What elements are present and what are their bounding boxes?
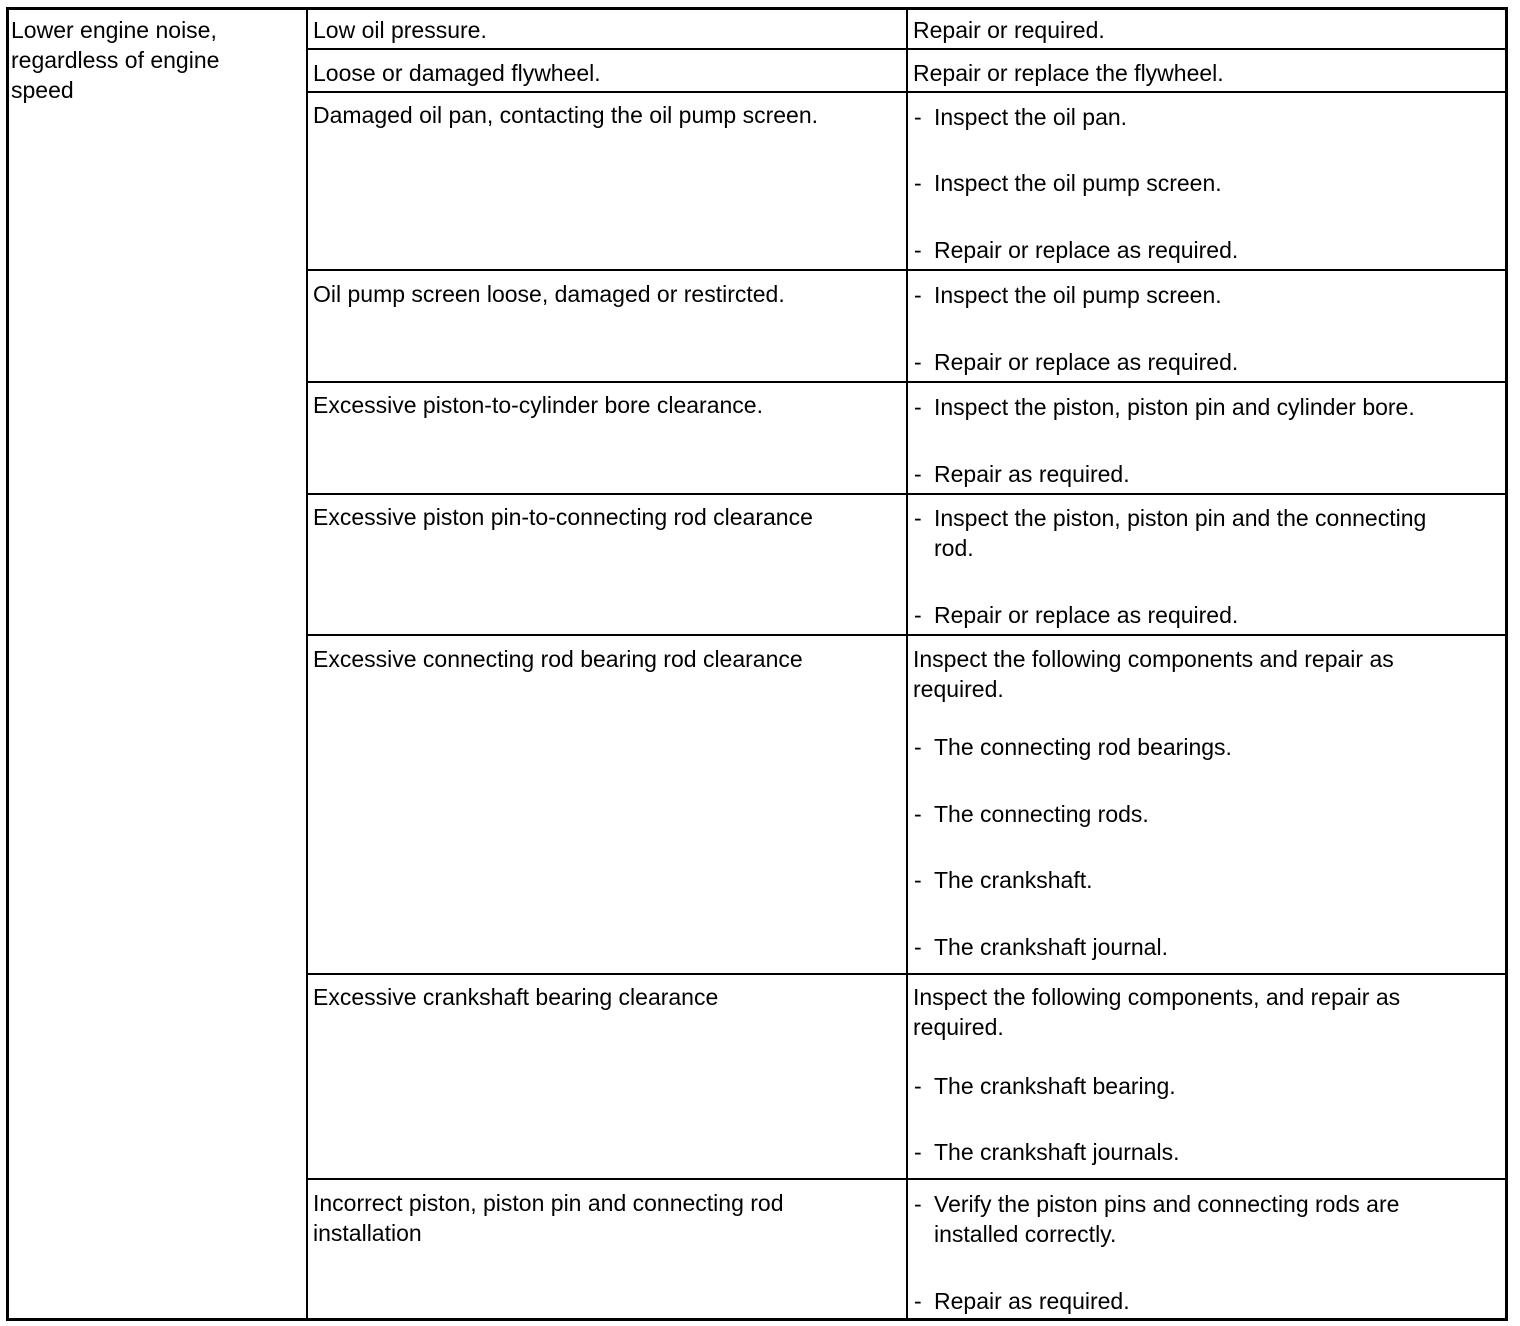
row-divider (306, 269, 1505, 271)
condition-cell (11, 15, 301, 105)
row-divider (306, 493, 1505, 495)
cause-cell: Oil pump screen loose, damaged or restircted. (313, 281, 785, 307)
action-intro: required. (913, 676, 1004, 702)
bullet-dash: - (914, 349, 922, 375)
bullet-text: Repair or replace as required. (934, 602, 1239, 628)
row-divider (306, 1178, 1505, 1180)
bullet-text: Inspect the oil pan. (934, 104, 1128, 130)
bullet-text: Repair as required. (934, 1288, 1130, 1314)
cause-cell: Excessive crankshaft bearing clearance (313, 984, 719, 1010)
bullet-dash: - (914, 505, 922, 531)
cause-cell: Low oil pressure. (313, 17, 487, 43)
bullet-dash: - (914, 237, 922, 263)
cause-cell: Excessive piston pin-to-connecting rod clearance (313, 504, 813, 530)
bullet-text: Inspect the oil pump screen. (934, 282, 1222, 308)
bullet-text: Inspect the piston, piston pin and the connecting (934, 505, 1427, 531)
cause-cell: Incorrect piston, piston pin and connecting rod (313, 1190, 784, 1216)
cause-cell: Excessive piston-to-cylinder bore clearance. (313, 392, 763, 418)
bullet-dash: - (914, 461, 922, 487)
column-divider-1 (306, 10, 308, 1318)
bullet-dash: - (914, 1191, 922, 1217)
bullet-dash: - (914, 734, 922, 760)
bullet-text: Repair as required. (934, 461, 1130, 487)
bullet-dash: - (914, 801, 922, 827)
cause-cell: Excessive connecting rod bearing rod clearance (313, 646, 803, 672)
bullet-text: The crankshaft bearing. (934, 1073, 1176, 1099)
bullet-text-continued: installed correctly. (934, 1221, 1117, 1247)
row-divider (306, 381, 1505, 383)
bullet-dash: - (914, 170, 922, 196)
bullet-text: Repair or replace as required. (934, 237, 1239, 263)
bullet-dash: - (914, 1288, 922, 1314)
row-divider (306, 973, 1505, 975)
row-divider (306, 48, 1505, 50)
bullet-text: The crankshaft. (934, 867, 1093, 893)
bullet-text: Verify the piston pins and connecting rods are (934, 1191, 1400, 1217)
diagnostic-table (6, 7, 1508, 1321)
bullet-dash: - (914, 1139, 922, 1165)
cause-cell: Damaged oil pan, contacting the oil pump screen. (313, 102, 819, 128)
bullet-dash: - (914, 934, 922, 960)
column-divider-2 (906, 10, 908, 1318)
row-divider (306, 634, 1505, 636)
action-intro: Inspect the following components and repair as (913, 646, 1394, 672)
action-intro: required. (913, 1014, 1004, 1040)
row-divider (306, 91, 1505, 93)
cause-cell-continued: installation (313, 1220, 422, 1246)
bullet-dash: - (914, 282, 922, 308)
bullet-text: The crankshaft journals. (934, 1139, 1180, 1165)
bullet-dash: - (914, 867, 922, 893)
condition-line: regardless of engine (11, 47, 220, 73)
condition-line: speed (11, 77, 74, 103)
bullet-text: The crankshaft journal. (934, 934, 1168, 960)
bullet-text: The connecting rod bearings. (934, 734, 1232, 760)
bullet-dash: - (914, 602, 922, 628)
bullet-text: Repair or replace as required. (934, 349, 1239, 375)
bullet-text: Inspect the piston, piston pin and cylinder bore. (934, 394, 1415, 420)
bullet-dash: - (914, 1073, 922, 1099)
action-cell: Repair or required. (913, 17, 1105, 43)
action-intro: Inspect the following components, and repair as (913, 984, 1401, 1010)
action-cell: Repair or replace the flywheel. (913, 60, 1224, 86)
bullet-text: The connecting rods. (934, 801, 1149, 827)
bullet-text-continued: rod. (934, 535, 974, 561)
cause-cell: Loose or damaged flywheel. (313, 60, 601, 86)
condition-line: Lower engine noise, (11, 17, 217, 43)
bullet-text: Inspect the oil pump screen. (934, 170, 1222, 196)
bullet-dash: - (914, 104, 922, 130)
bullet-dash: - (914, 394, 922, 420)
